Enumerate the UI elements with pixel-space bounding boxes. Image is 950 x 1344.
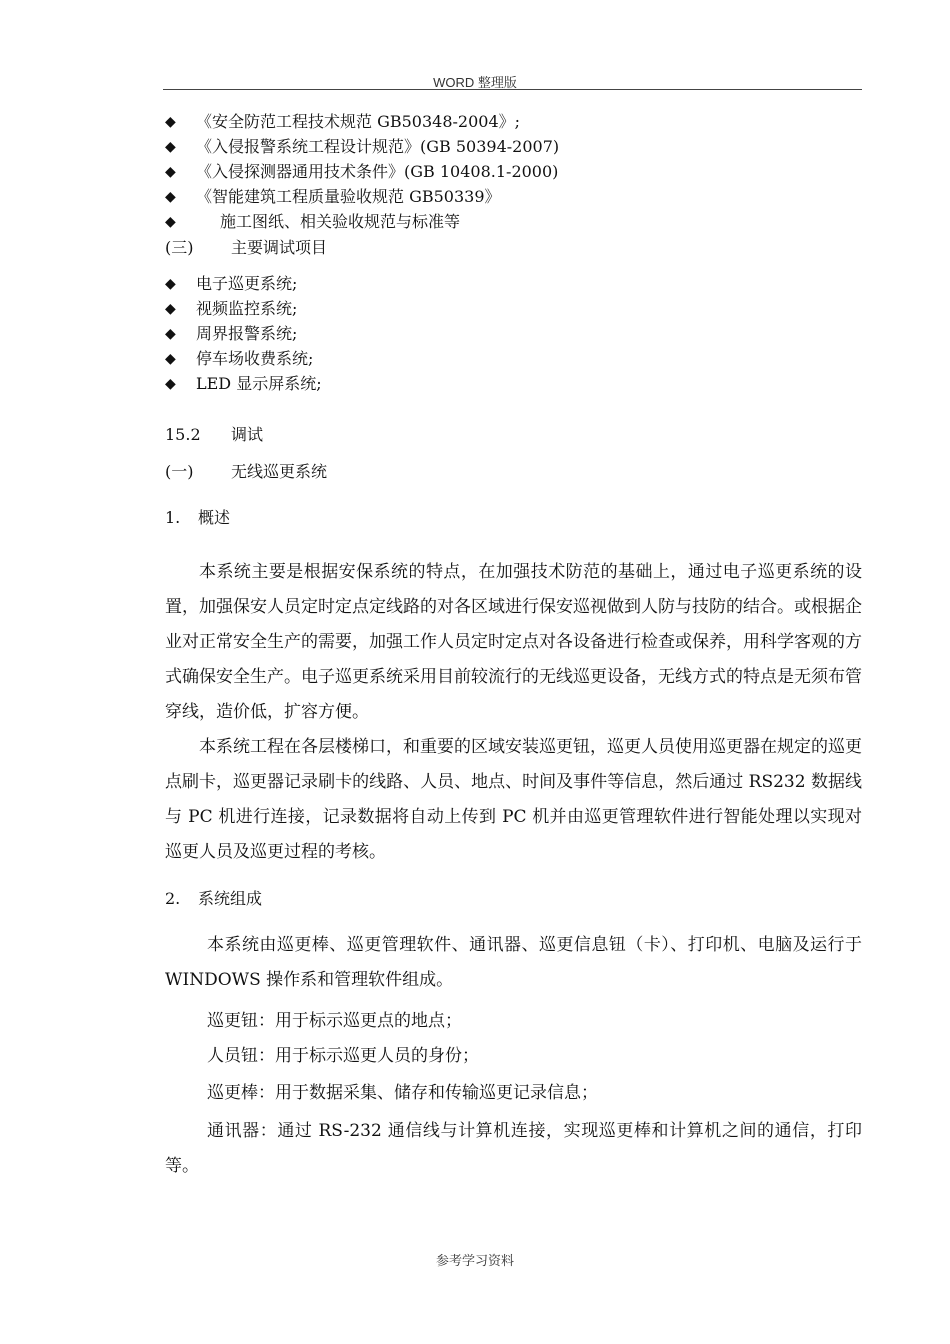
debug-item: 周界报警系统; [196, 324, 298, 343]
bullet-icon: ◆ [165, 164, 176, 180]
standard-item: 《智能建筑工程质量验收规范 GB50339》 [196, 187, 501, 206]
page-footer: 参考学习资料 [435, 1254, 514, 1269]
bullet-icon: ◆ [165, 376, 176, 392]
page-header: WORD 整理版 [433, 75, 517, 90]
composition-paragraph: 本系统由巡更棒、巡更管理软件、通讯器、巡更信息钮（卡）、打印机、电脑及运行于 WINDOWS 操作系和管理软件组成。 [165, 935, 862, 990]
standard-item: 《入侵探测器通用技术条件》(GB 10408.1-2000) [196, 162, 559, 181]
item-title: 概述 [198, 508, 231, 527]
section-number: (一) [165, 462, 194, 481]
bullet-icon: ◆ [165, 114, 176, 130]
bullet-icon: ◆ [165, 326, 176, 342]
section-number: (三) [165, 238, 194, 257]
debug-item: 电子巡更系统; [196, 274, 298, 293]
overview-paragraph: 本系统工程在各层楼梯口，和重要的区域安装巡更钮，巡更人员使用巡更器在规定的巡更点刷卡，巡更器记录刷卡的线路、人员、地点、时间及事件等信息，然后通过 RS232 数据线与 PC 机进行连接，记录数据将自动上传到 PC 机并由巡更管理软件进行智能处理以实现对巡更人员及巡更过程的考核。 [165, 737, 862, 862]
component-item: 巡更棒：用于数据采集、储存和传输巡更记录信息； [207, 1083, 598, 1103]
overview-paragraph: 本系统主要是根据安保系统的特点，在加强技术防范的基础上，通过电子巡更系统的设置，加强保安人员定时定点定线路的对各区域进行保安巡视做到人防与技防的结合。或根据企业对正常安全生产的需要，加强工作人员定时定点对各设备进行检查或保养，用科学客观的方式确保安全生产。电子巡更系统采用目前较流行的无线巡更设备，无线方式的特点是无须布管穿线，造价低，扩容方便。 [165, 562, 862, 722]
standard-item: 《安全防范工程技术规范 GB50348-2004》; [196, 112, 521, 131]
bullet-icon: ◆ [165, 351, 176, 367]
section-title: 调试 [231, 425, 264, 444]
standard-item: 施工图纸、相关验收规范与标准等 [220, 212, 461, 231]
item-number: 2. [165, 889, 181, 908]
section-title: 主要调试项目 [231, 238, 328, 257]
debug-item: LED 显示屏系统; [196, 374, 322, 393]
header-divider [163, 89, 862, 90]
section-title: 无线巡更系统 [231, 462, 328, 481]
standard-item: 《入侵报警系统工程设计规范》(GB 50394-2007) [196, 137, 560, 156]
item-title: 系统组成 [198, 889, 263, 908]
bullet-icon: ◆ [165, 276, 176, 292]
communicator-paragraph: 通讯器：通过 RS-232 通信线与计算机连接，实现巡更棒和计算机之间的通信，打印等。 [165, 1121, 862, 1176]
bullet-icon: ◆ [165, 214, 176, 230]
bullet-icon: ◆ [165, 189, 176, 205]
debug-item: 停车场收费系统; [196, 349, 314, 368]
component-item: 人员钮：用于标示巡更人员的身份； [207, 1046, 479, 1066]
bullet-icon: ◆ [165, 139, 176, 155]
component-item: 巡更钮：用于标示巡更点的地点； [207, 1011, 462, 1031]
bullet-icon: ◆ [165, 301, 176, 317]
item-number: 1. [165, 508, 181, 527]
section-number: 15.2 [165, 425, 201, 444]
debug-item: 视频监控系统; [196, 299, 298, 318]
